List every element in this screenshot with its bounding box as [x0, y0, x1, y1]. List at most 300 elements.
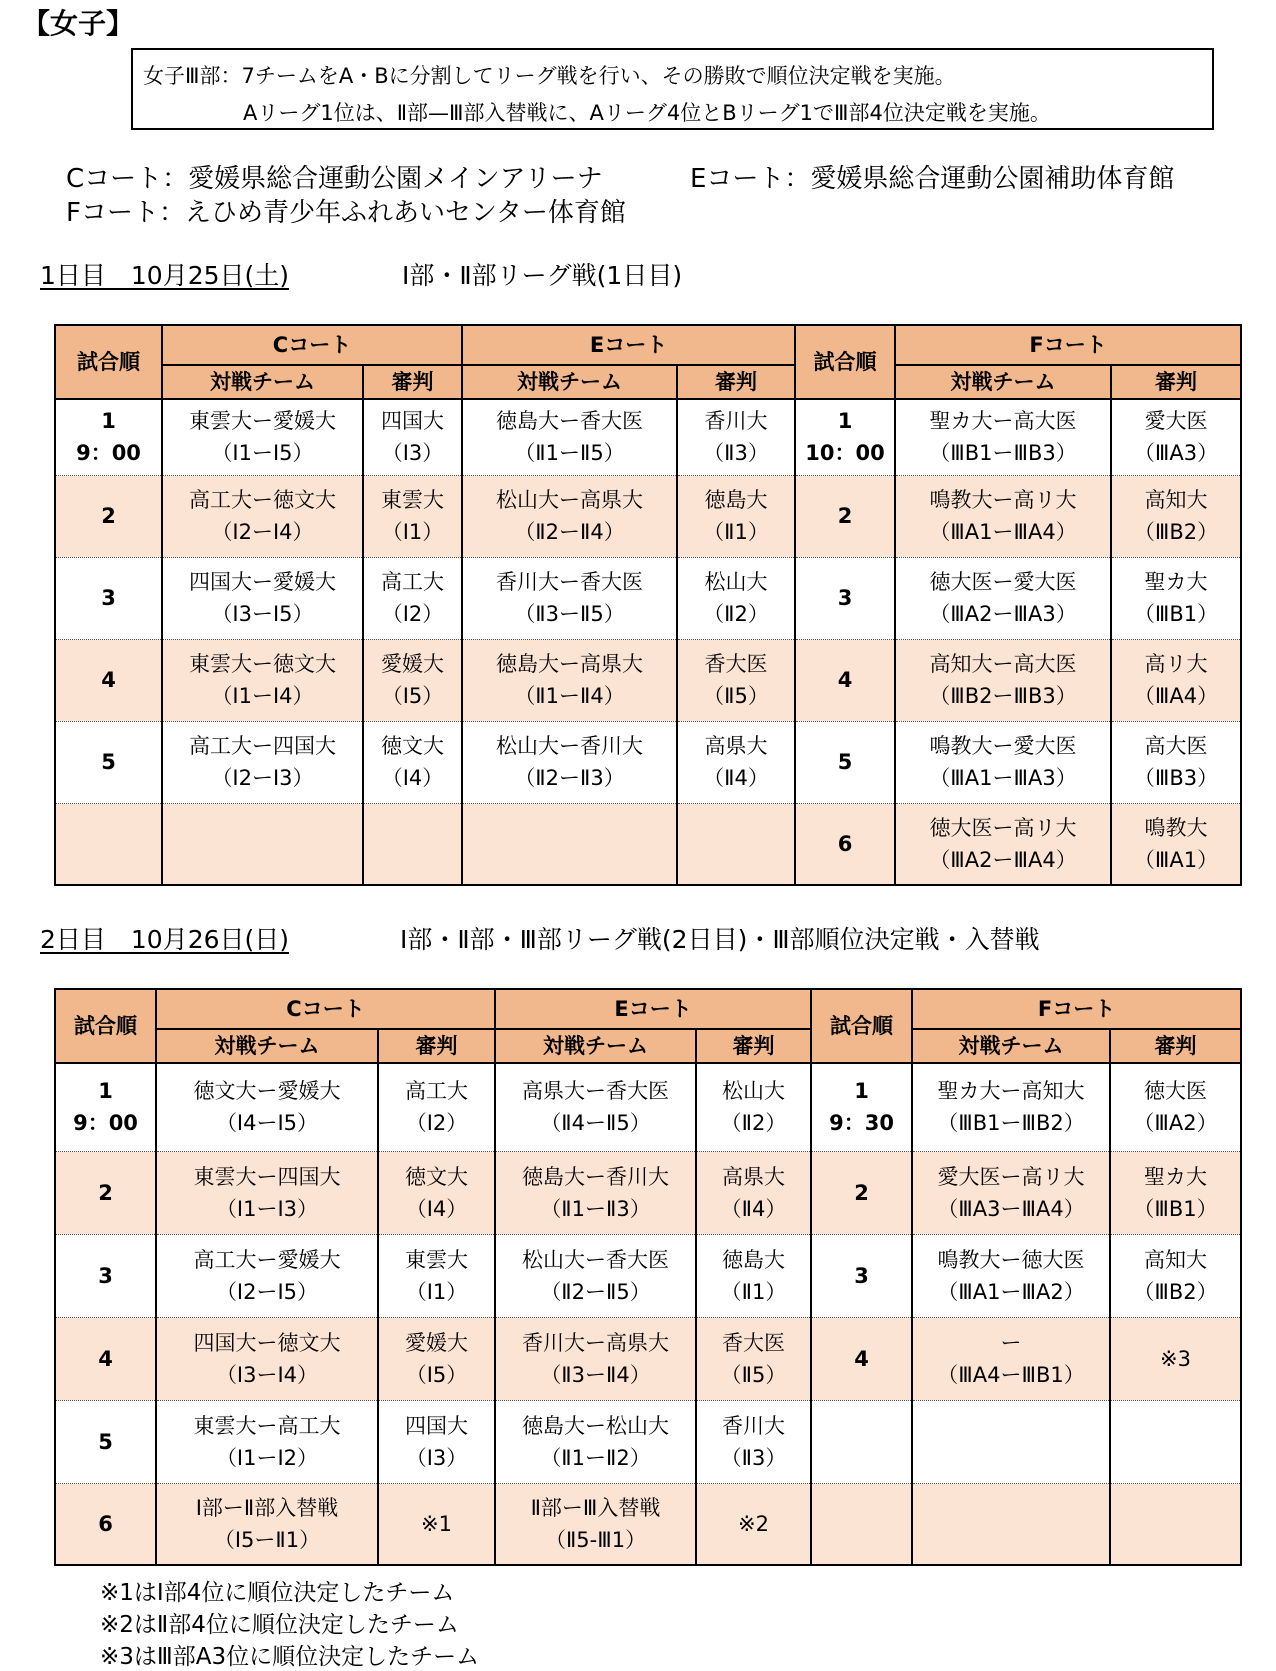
referee-team: 東雲大: [381, 488, 444, 512]
match-code: （Ⅰ1ーⅠ5）: [211, 441, 314, 466]
referee-team: 徳島大: [704, 488, 768, 512]
f-match-order: [811, 1317, 912, 1400]
c-court-teams: [162, 639, 363, 721]
match-code: （Ⅰ1ーⅠ2）: [215, 1445, 319, 1470]
referee-code: （Ⅱ1）: [720, 1279, 787, 1304]
c-court-referee: [378, 1063, 495, 1151]
order-number: 1: [854, 1079, 869, 1104]
e-court-referee: [677, 399, 795, 475]
match-teams: 香川大ー高県大: [522, 1330, 670, 1355]
referee-code: （ⅢA3）: [1133, 441, 1219, 466]
footnote-3: ※3はⅢ部A3位に順位決定したチーム: [100, 1644, 480, 1670]
header-c-referee: 審判: [378, 1029, 495, 1063]
c-court-referee: [363, 803, 462, 885]
referee-team: 香大医: [722, 1330, 786, 1355]
referee-team: 徳文大: [381, 734, 444, 758]
match-teams: 高知大ー高大医: [929, 652, 1077, 676]
f-court-teams: [895, 803, 1111, 885]
e-court-teams: [462, 721, 677, 803]
referee-team: 高県大: [722, 1164, 786, 1189]
f-court-teams: [895, 399, 1111, 475]
order-number: 6: [837, 831, 853, 856]
c-court-teams: [156, 1151, 378, 1234]
e-court-referee: [677, 475, 795, 557]
match-code: （Ⅰ3ーⅠ4）: [215, 1362, 319, 1387]
referee-code: （ⅢB1）: [1133, 1196, 1218, 1221]
match-teams: 徳島大ー高県大: [496, 652, 644, 676]
f-court-teams: [895, 557, 1111, 639]
referee-team: 愛大医: [1144, 409, 1208, 434]
order-number: 3: [837, 586, 853, 610]
c-court-referee: [378, 1317, 495, 1400]
f-match-order: [795, 639, 895, 721]
header-row-columns: [55, 365, 1241, 399]
e-court-referee: [677, 639, 795, 721]
referee-code: （Ⅰ3）: [381, 441, 444, 466]
day1-date: 1日目 10月25日(土): [40, 261, 290, 290]
f-court-teams: [912, 1400, 1110, 1483]
referee-team: 高リ大: [1144, 652, 1208, 676]
referee-team: 愛媛大: [381, 652, 444, 676]
c-court-teams: [162, 557, 363, 639]
order-number: 3: [101, 586, 116, 610]
match-code: （ⅢA1ーⅢA3）: [929, 766, 1077, 790]
e-court-teams: [495, 1063, 696, 1151]
match-teams: 徳島大ー香川大: [522, 1164, 670, 1189]
day2-description: Ⅰ部・Ⅱ部・Ⅲ部リーグ戦(2日目)・Ⅲ部順位決定戦・入替戦: [400, 925, 1040, 954]
match-teams: 松山大ー高県大: [496, 488, 644, 512]
f-court-referee: [1111, 399, 1241, 475]
f-court-referee: [1110, 1151, 1241, 1234]
referee-code: （ⅢB1）: [1133, 602, 1219, 626]
order-number: 1: [101, 409, 116, 434]
referee-code: （ⅢA1）: [1133, 847, 1219, 872]
referee-team: 香大医: [704, 652, 768, 676]
f-court-teams: [912, 1151, 1110, 1234]
order-number: 6: [98, 1511, 113, 1536]
court-e-info: Eコート：愛媛県総合運動公園補助体育館: [690, 164, 1175, 194]
e-court-teams: [462, 557, 677, 639]
match-teams: 聖カ大ー高大医: [929, 409, 1077, 434]
referee-team: 徳文大: [405, 1164, 468, 1189]
f-court-teams: [895, 639, 1111, 721]
referee-team: 徳島大: [722, 1247, 786, 1272]
order-number: 4: [854, 1346, 869, 1371]
header-f-referee: 審判: [1110, 1029, 1241, 1063]
e-court-teams: [462, 475, 677, 557]
notice-line-2: Aリーグ1位は、Ⅱ部—Ⅲ部入替戦に、Aリーグ4位とBリーグ1でⅢ部4位決定戦を実施。: [243, 101, 1051, 125]
header-e-court: Eコート: [462, 325, 795, 365]
c-court-teams: [162, 399, 363, 475]
table-row: [55, 639, 1241, 721]
match-code: （Ⅰ2ーⅠ4）: [211, 520, 314, 544]
match-order: [55, 1234, 156, 1317]
order-number: 2: [854, 1180, 869, 1205]
referee-code: （Ⅰ1）: [405, 1279, 468, 1304]
e-court-referee: [696, 1151, 811, 1234]
order-number: 2: [837, 504, 853, 528]
f-court-referee: [1111, 639, 1241, 721]
match-order: [55, 1317, 156, 1400]
referee-team: 聖カ大: [1144, 1164, 1208, 1189]
match-order: [55, 1151, 156, 1234]
header-e-teams: 対戦チーム: [495, 1029, 696, 1063]
referee-team: 四国大: [405, 1413, 468, 1438]
match-code: （ⅢA2ーⅢA4）: [929, 847, 1077, 872]
match-code: （Ⅱ1ーⅡ5）: [514, 441, 625, 466]
c-court-referee: [363, 399, 462, 475]
f-match-order: [795, 557, 895, 639]
f-match-order: [811, 1063, 912, 1151]
c-court-teams: [156, 1317, 378, 1400]
match-teams: Ⅱ部ーⅢ入替戦: [530, 1495, 661, 1520]
match-teams: 四国大ー徳文大: [193, 1330, 341, 1355]
match-order: [55, 399, 162, 475]
c-court-teams: [162, 475, 363, 557]
referee-code: （Ⅱ3）: [720, 1445, 787, 1470]
f-court-referee: [1111, 721, 1241, 803]
match-code: （Ⅱ2ーⅡ5）: [540, 1279, 651, 1304]
page-heading: 【女子】: [22, 7, 135, 40]
f-court-referee: [1110, 1483, 1241, 1565]
match-code: （Ⅱ1ーⅡ2）: [540, 1445, 651, 1470]
referee-code: （ⅢB3）: [1133, 766, 1219, 790]
table-row: [55, 1151, 1241, 1234]
c-court-referee: [378, 1234, 495, 1317]
referee-team: 高知大: [1144, 488, 1208, 512]
e-court-teams: [495, 1317, 696, 1400]
referee-code: （Ⅰ2）: [405, 1111, 468, 1136]
match-teams: 徳島大ー香大医: [496, 409, 644, 434]
referee-code: （Ⅰ5）: [381, 684, 444, 708]
table-row: [55, 475, 1241, 557]
referee-code: （Ⅱ2）: [703, 602, 769, 626]
header-f-court: Fコート: [895, 325, 1241, 365]
match-code: （Ⅰ2ーⅠ3）: [211, 766, 314, 790]
match-teams: 松山大ー香大医: [522, 1247, 670, 1272]
e-court-referee: [696, 1317, 811, 1400]
referee-code: （Ⅰ4）: [405, 1196, 468, 1221]
header-f-teams: 対戦チーム: [912, 1029, 1110, 1063]
c-court-referee: [363, 721, 462, 803]
match-code: （ⅢB1ーⅢB2）: [937, 1111, 1085, 1136]
match-teams: 高県大ー香大医: [522, 1079, 670, 1104]
start-time: 10：00: [805, 441, 885, 466]
match-teams: 高工大ー四国大: [189, 734, 336, 758]
header-f-order: 試合順: [811, 989, 912, 1063]
header-c-teams: 対戦チーム: [162, 365, 363, 399]
day1-title: [40, 256, 683, 292]
referee-team: 香川大: [704, 409, 768, 434]
f-court-teams: [912, 1483, 1110, 1565]
c-court-teams: [156, 1400, 378, 1483]
e-court-referee: [696, 1483, 811, 1565]
c-court-referee: [363, 639, 462, 721]
header-row-courts: [55, 989, 1241, 1029]
match-teams: 鳴教大ー愛大医: [929, 734, 1077, 758]
match-order: [55, 1483, 156, 1565]
notice-box: [131, 48, 1214, 130]
header-f-referee: 審判: [1111, 365, 1241, 399]
c-court-referee: [378, 1483, 495, 1565]
match-code: （ⅢB1ーⅢB3）: [929, 441, 1077, 466]
match-code: （ⅢA4ーⅢB1）: [937, 1362, 1085, 1387]
referee-team: ※1: [421, 1511, 452, 1536]
c-court-teams: [156, 1234, 378, 1317]
footnote-1: ※1はⅠ部4位に順位決定したチーム: [100, 1580, 455, 1606]
table-row: [55, 1234, 1241, 1317]
header-order: 試合順: [55, 989, 156, 1063]
table-row: [55, 1063, 1241, 1151]
referee-team: 高大医: [1144, 734, 1208, 758]
order-number: 3: [854, 1263, 869, 1288]
match-code: （ⅢA3ーⅢA4）: [937, 1196, 1085, 1221]
header-f-court: Fコート: [912, 989, 1241, 1029]
match-teams: 東雲大ー徳文大: [189, 652, 336, 676]
match-code: （Ⅱ1ーⅡ3）: [540, 1196, 651, 1221]
f-court-referee: [1111, 803, 1241, 885]
e-court-referee: [696, 1063, 811, 1151]
table-row: [55, 1317, 1241, 1400]
c-court-teams: [162, 803, 363, 885]
f-match-order: [795, 475, 895, 557]
match-order: [55, 1400, 156, 1483]
match-code: （ⅢB2ーⅢB3）: [929, 684, 1077, 708]
match-code: （Ⅱ2ーⅡ4）: [514, 520, 625, 544]
referee-team: ※2: [738, 1511, 769, 1536]
match-teams: 徳文大ー愛媛大: [193, 1079, 341, 1104]
order-number: 4: [98, 1346, 113, 1371]
header-c-referee: 審判: [363, 365, 462, 399]
referee-code: （Ⅱ2）: [720, 1111, 787, 1136]
f-match-order: [795, 399, 895, 475]
c-court-referee: [363, 475, 462, 557]
table-row: [55, 1400, 1241, 1483]
match-teams: 高工大ー徳文大: [189, 488, 336, 512]
match-code: （Ⅰ1ーⅠ4）: [211, 684, 314, 708]
referee-team: 高県大: [704, 734, 768, 758]
referee-code: （Ⅰ2）: [381, 602, 444, 626]
order-number: 3: [98, 1263, 113, 1288]
f-match-order: [795, 721, 895, 803]
order-number: 2: [101, 504, 116, 528]
f-court-teams: [895, 721, 1111, 803]
header-order: 試合順: [55, 325, 162, 399]
header-e-referee: 審判: [696, 1029, 811, 1063]
referee-code: （Ⅱ5）: [703, 684, 769, 708]
match-teams: 東雲大ー高工大: [193, 1413, 341, 1438]
match-code: （Ⅰ4ーⅠ5）: [215, 1111, 319, 1136]
c-court-teams: [156, 1063, 378, 1151]
match-code: （Ⅱ2ーⅡ3）: [514, 766, 625, 790]
match-teams: 徳島大ー松山大: [522, 1413, 670, 1438]
e-court-teams: [462, 399, 677, 475]
match-teams: 聖カ大ー高知大: [937, 1079, 1085, 1104]
match-order: [55, 557, 162, 639]
order-number: 5: [98, 1429, 113, 1454]
f-court-referee: [1111, 557, 1241, 639]
start-time: 9：00: [76, 441, 141, 466]
match-teams: 徳大医ー愛大医: [929, 570, 1077, 594]
e-court-teams: [462, 803, 677, 885]
referee-code: （Ⅰ1）: [381, 520, 444, 544]
e-court-referee: [677, 721, 795, 803]
table-row: [55, 399, 1241, 475]
referee-team: 東雲大: [405, 1247, 468, 1272]
f-match-order: [811, 1483, 912, 1565]
match-teams: 鳴教大ー徳大医: [937, 1247, 1085, 1272]
match-code: （ⅢA1ーⅢA2）: [937, 1279, 1085, 1304]
referee-code: （Ⅱ4）: [720, 1196, 787, 1221]
referee-code: （ⅢA4）: [1133, 684, 1219, 708]
day1-description: Ⅰ部・Ⅱ部リーグ戦(1日目): [402, 261, 683, 290]
match-code: （Ⅱ5-Ⅲ1）: [544, 1527, 647, 1552]
referee-team: 高工大: [405, 1079, 468, 1104]
header-e-teams: 対戦チーム: [462, 365, 677, 399]
order-number: 4: [837, 668, 853, 692]
f-match-order: [795, 803, 895, 885]
match-order: [55, 475, 162, 557]
order-number: 2: [98, 1180, 113, 1205]
referee-team: 徳大医: [1144, 1079, 1208, 1104]
e-court-referee: [677, 557, 795, 639]
match-teams: 鳴教大ー高リ大: [929, 488, 1077, 512]
header-f-order: 試合順: [795, 325, 895, 399]
f-match-order: [811, 1234, 912, 1317]
order-number: 4: [101, 668, 116, 692]
referee-code: （Ⅰ4）: [381, 766, 444, 790]
match-code: （Ⅰ3ーⅠ5）: [211, 602, 314, 626]
start-time: 9：00: [73, 1111, 138, 1136]
referee-code: （Ⅰ5）: [405, 1362, 468, 1387]
referee-code: （ⅢB2）: [1133, 520, 1219, 544]
f-court-referee: [1110, 1063, 1241, 1151]
order-number: 5: [101, 750, 116, 774]
footnote-2: ※2はⅡ部4位に順位決定したチーム: [100, 1612, 459, 1638]
day2-title: [40, 920, 1040, 956]
f-court-teams: [912, 1063, 1110, 1151]
f-court-teams: [895, 475, 1111, 557]
match-teams: ー: [1000, 1330, 1022, 1355]
f-court-teams: [912, 1317, 1110, 1400]
referee-code: （Ⅱ5）: [720, 1362, 787, 1387]
e-court-teams: [495, 1483, 696, 1565]
match-teams: 東雲大ー愛媛大: [189, 409, 336, 434]
e-court-teams: [495, 1234, 696, 1317]
match-code: （Ⅱ1ーⅡ4）: [514, 684, 625, 708]
header-e-referee: 審判: [677, 365, 795, 399]
match-order: [55, 1063, 156, 1151]
order-number: 1: [837, 409, 853, 434]
referee-team: 松山大: [704, 570, 768, 594]
e-court-referee: [696, 1234, 811, 1317]
match-order: [55, 803, 162, 885]
table-row: [55, 721, 1241, 803]
header-row-columns: [55, 1029, 1241, 1063]
day1-schedule-table: [54, 324, 1242, 886]
match-code: （Ⅰ5ーⅡ1）: [213, 1527, 321, 1552]
f-court-referee: [1110, 1317, 1241, 1400]
c-court-referee: [363, 557, 462, 639]
header-e-court: Eコート: [495, 989, 811, 1029]
referee-team: 聖カ大: [1144, 570, 1208, 594]
match-code: （Ⅱ3ーⅡ5）: [514, 602, 625, 626]
e-court-teams: [495, 1151, 696, 1234]
header-c-court: Cコート: [162, 325, 462, 365]
f-match-order: [811, 1151, 912, 1234]
match-teams: 高工大ー愛媛大: [193, 1247, 341, 1272]
referee-team: 愛媛大: [405, 1330, 468, 1355]
match-order: [55, 721, 162, 803]
c-court-referee: [378, 1151, 495, 1234]
e-court-teams: [495, 1400, 696, 1483]
referee-team: 高工大: [381, 570, 444, 594]
f-court-referee: [1110, 1234, 1241, 1317]
court-f-info: Fコート：えひめ青少年ふれあいセンター体育館: [66, 198, 626, 228]
referee-team: 高知大: [1144, 1247, 1208, 1272]
match-teams: 東雲大ー四国大: [193, 1164, 341, 1189]
referee-code: （Ⅱ1）: [703, 520, 769, 544]
day2-date: 2日目 10月26日(日): [40, 925, 290, 954]
match-teams: 愛大医ー高リ大: [937, 1164, 1085, 1189]
f-court-teams: [912, 1234, 1110, 1317]
match-order: [55, 639, 162, 721]
order-number: 1: [98, 1079, 113, 1104]
c-court-referee: [378, 1400, 495, 1483]
referee-code: （Ⅱ3）: [703, 441, 769, 466]
e-court-referee: [696, 1400, 811, 1483]
order-number: 5: [837, 750, 853, 774]
f-court-referee: [1110, 1400, 1241, 1483]
referee-team: 鳴教大: [1144, 815, 1208, 840]
referee-team: 松山大: [722, 1079, 786, 1104]
referee-team: 四国大: [381, 409, 444, 434]
header-c-teams: 対戦チーム: [156, 1029, 378, 1063]
match-code: （Ⅱ4ーⅡ5）: [540, 1111, 651, 1136]
match-code: （ⅢA2ーⅢA3）: [929, 602, 1077, 626]
header-row-courts: [55, 325, 1241, 365]
c-court-teams: [162, 721, 363, 803]
referee-code: （Ⅱ4）: [703, 766, 769, 790]
referee-code: （Ⅰ3）: [405, 1445, 468, 1470]
match-teams: Ⅰ部ーⅡ部入替戦: [195, 1495, 339, 1520]
match-teams: 四国大ー愛媛大: [189, 570, 336, 594]
table-row: [55, 557, 1241, 639]
referee-code: （ⅢA2）: [1133, 1111, 1218, 1136]
table-row: [55, 1483, 1241, 1565]
match-teams: 松山大ー香川大: [496, 734, 644, 758]
f-match-order: [811, 1400, 912, 1483]
header-f-teams: 対戦チーム: [895, 365, 1111, 399]
court-c-info: Cコート：愛媛県総合運動公園メインアリーナ: [66, 164, 603, 194]
start-time: 9：30: [829, 1111, 894, 1136]
table-row: [55, 803, 1241, 885]
match-code: （Ⅰ1ーⅠ3）: [215, 1196, 319, 1221]
referee-code: （ⅢB2）: [1133, 1279, 1218, 1304]
match-teams: 香川大ー香大医: [496, 570, 644, 594]
referee-team: 香川大: [722, 1413, 786, 1438]
notice-line-1: 女子Ⅲ部：7チームをA・Bに分割してリーグ戦を行い、その勝敗で順位決定戦を実施。: [143, 64, 956, 88]
match-code: （Ⅰ2ーⅠ5）: [215, 1279, 319, 1304]
e-court-teams: [462, 639, 677, 721]
match-code: （Ⅱ3ーⅡ4）: [540, 1362, 651, 1387]
match-teams: 徳大医ー高リ大: [929, 815, 1077, 840]
day2-schedule-table: [54, 988, 1242, 1566]
referee-team: ※3: [1160, 1346, 1192, 1371]
f-court-referee: [1111, 475, 1241, 557]
match-code: （ⅢA1ーⅢA4）: [929, 520, 1077, 544]
e-court-referee: [677, 803, 795, 885]
